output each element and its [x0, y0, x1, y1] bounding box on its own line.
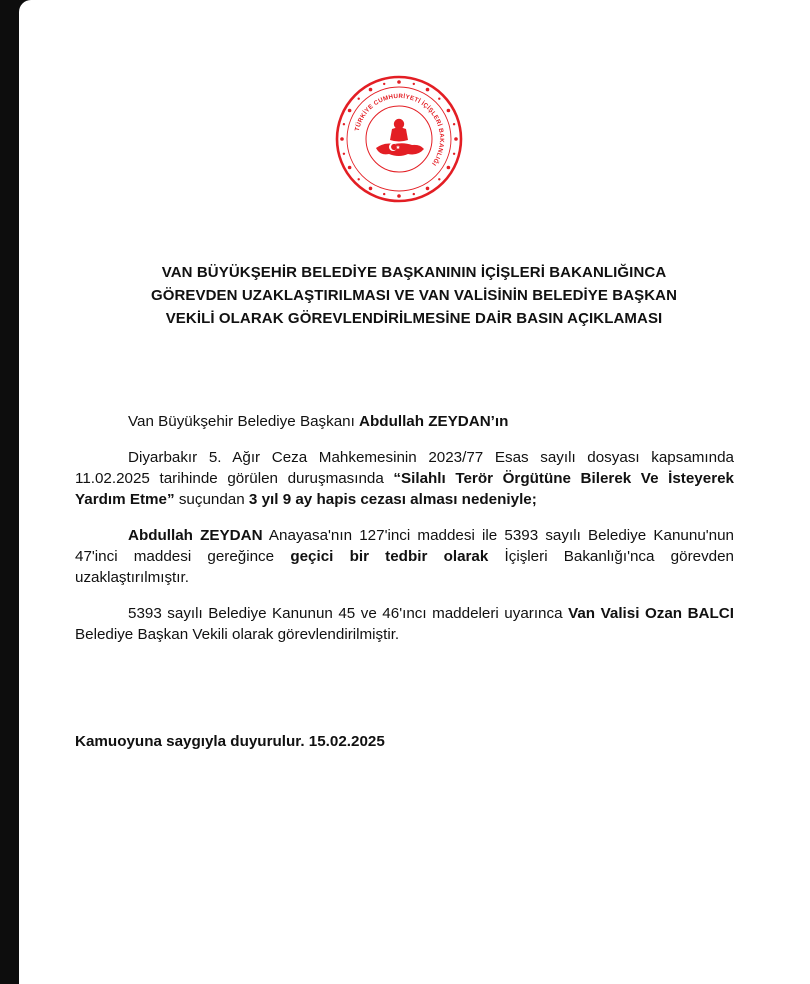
title-line-3: VEKİLİ OLARAK GÖREVLENDİRİLMESİNE DAİR BASIN AÇIKLAMASI — [165, 310, 663, 327]
document-page — [19, 0, 810, 984]
document-body — [75, 411, 734, 660]
paragraph-2: Diyarbakır 5. Ağır Ceza Mahkemesinin 2023/77 Esas sayılı dosyası kapsamında 11.02.2025 tarihinde görülen duruşmasında “Silahlı Terör Örgütüne Bilerek Ve İsteyerek Yardım Etme” suçundan 3 yıl 9 ay hapis cezası alması nedeniyle; — [75, 449, 734, 508]
paragraph-4: 5393 sayılı Belediye Kanunun 45 ve 46'ıncı maddeleri uyarınca Van Valisi Ozan BALCI Belediye Başkan Vekili olarak görevlendirilmiştir. — [75, 605, 734, 643]
title-line-2: GÖREVDEN UZAKLAŞTIRILMASI VE VAN VALİSİNİN BELEDİYE BAŞKAN — [150, 287, 678, 304]
closing-statement: Kamuoyuna saygıyla duyurulur. 15.02.2025 — [75, 733, 385, 750]
seal-emblem-icon — [334, 74, 464, 204]
title-line-1: VAN BÜYÜKŞEHİR BELEDİYE BAŞKANININ İÇİŞLERİ BAKANLIĞINCA — [161, 264, 667, 281]
paragraph-1: Van Büyükşehir Belediye Başkanı Abdullah ZEYDAN’ın — [128, 413, 509, 430]
ministry-seal — [334, 74, 464, 204]
document-title — [79, 261, 749, 330]
paragraph-3: Abdullah ZEYDAN Anayasa'nın 127'inci maddesi ile 5393 sayılı Belediye Kanunu'nun 47'inci maddesi gereğince geçici bir tedbir olarak İçişleri Bakanlığı'nca görevden uzaklaştırılmıştır. — [75, 527, 735, 586]
svg-text:TÜRKİYE CUMHURİYETİ İÇİŞLERİ B: TÜRKİYE CUMHURİYETİ İÇİŞLERİ BAKANLIĞI — [353, 92, 446, 167]
